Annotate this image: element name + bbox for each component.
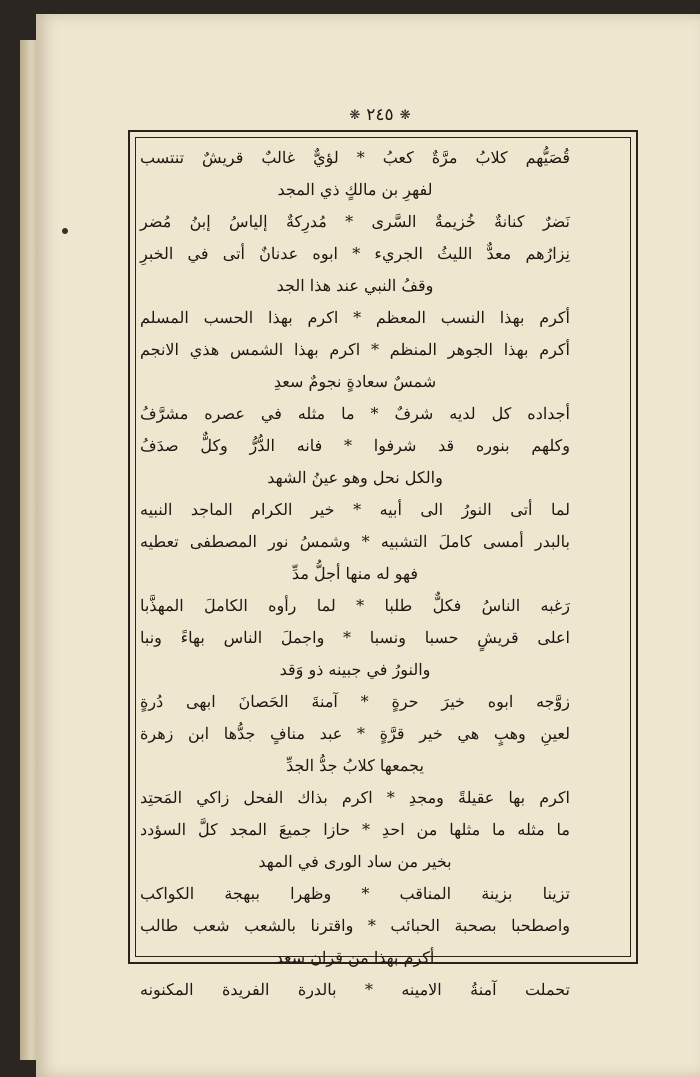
poem-refrain-line: أكرم بهذا من قران سعد	[275, 948, 435, 967]
poem-verse-line: أجداده كل لديه شرفٌ * ما مثله في عصره مشرَّفُ	[140, 404, 570, 423]
ornament-icon: ❋	[399, 107, 411, 123]
poem-verse-line: رَغبه الناسُ فكلٌّ طلبا * لما رأوه الكاملَ المهذَّبا	[140, 596, 570, 615]
poem-verse-line: تحملت آمنةُ الامينه * بالدرة الفريدة المكنونه	[140, 980, 570, 999]
poem-refrain-line: والكل نحل وهو عينُ الشهد	[267, 468, 443, 487]
poem-verse-line: وكلهم بنوره قد شرفوا * فانه الدُّرُّ وكلٌّ صدَفُ	[140, 436, 570, 455]
poem-body	[140, 142, 570, 1006]
poem-verse-line: نَضرٌ كنانةٌ خُزيمةٌ السَّرى * مُدرِكةٌ إلياسُ إبنُ مُضر	[140, 212, 570, 231]
page-header	[340, 100, 420, 130]
poem-verse-line: تزينا بزينة المناقب * وظهرا ببهجة الكواكب	[140, 884, 570, 903]
poem-verse-line: اكرم بها عقيلةً ومجدِ * اكرم بذاك الفحل زاكي المَحتِد	[140, 788, 570, 807]
poem-refrain-line: يجمعها كلابُ جدُّ الجدِّ	[286, 756, 424, 775]
page-number: ٢٤٥	[366, 105, 394, 125]
ornament-icon: ❋	[349, 107, 361, 123]
poem-refrain-line: فهو له منها أجلُّ مدِّ	[291, 564, 419, 583]
ink-spot	[62, 228, 68, 234]
poem-verse-line: واصطحبا بصحبة الحبائب * واقترنا بالشعب شعب طالب	[140, 916, 570, 935]
poem-verse-line: زوَّجه ابوه خيرَ حرةٍ * آمنةَ الحَصانَ ابهى دُرةٍ	[140, 692, 570, 711]
poem-verse-line: أكرم بهذا النسب المعظم * اكرم بهذا الحسب المسلم	[140, 308, 570, 327]
poem-refrain-line: وقفُ النبي عند هذا الجد	[276, 276, 434, 295]
poem-verse-line: اعلى قريشٍ حسبا ونسبا * واجملَ الناس بهاءً ونبا	[140, 628, 570, 647]
poem-refrain-line: والنورُ في جبينه ذو وَقد	[279, 660, 431, 679]
poem-verse-line: أكرم بهذا الجوهر المنظم * اكرم بهذا الشمس هذي الانجم	[140, 340, 570, 359]
poem-verse-line: ما مثله ما مثلها من احدِ * حازا جميعَ المجد كلَّ السؤدد	[140, 820, 570, 839]
poem-refrain-line: شمسٌ سعادةٍ نجومٌ سعدِ	[273, 372, 437, 391]
poem-verse-line: لما أتى النورُ الى أبيه * خير الكرام الماجد النبيه	[140, 500, 570, 519]
poem-verse-line: نِزارُهم معدٌّ الليثُ الجريء * ابوه عدنانٌ أتى في الخبرِ	[140, 244, 570, 263]
poem-refrain-line: لفهرِ بن مالكٍ ذي المجد	[277, 180, 433, 199]
poem-verse-line: لعينِ وهبٍ هي خير قرَّةٍ * عبد منافٍ جدُّها ابن زهرة	[140, 724, 570, 743]
poem-verse-line: قُصَيُّهم كلابُ مرَّةٌ كعبُ * لؤيٌّ غالبٌ قريشٌ تنتسب	[140, 148, 570, 167]
poem-verse-line: بالبدر أمسى كاملَ التشبيه * وشمسُ نور المصطفى تعطيه	[140, 532, 570, 551]
poem-refrain-line: بخير من ساد الورى في المهد	[258, 852, 452, 871]
